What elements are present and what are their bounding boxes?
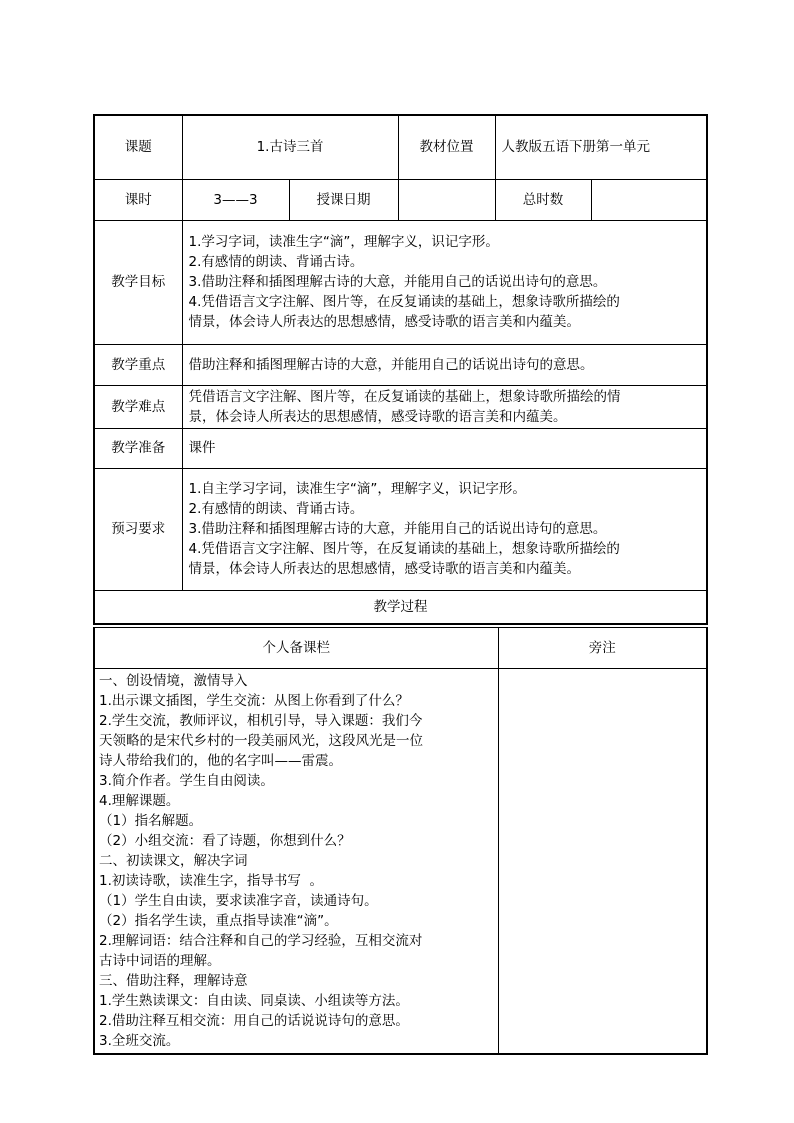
difficulty-label: 教学难点 (94, 385, 182, 428)
difficulty-line: 凭借语言文字注解、图片等，在反复诵读的基础上，想象诗歌所描绘的情 (188, 388, 621, 405)
total-label: 总时数 (495, 179, 591, 220)
goals-line: 3.借助注释和插图理解古诗的大意，并能用自己的话说出诗句的意思。 (188, 274, 607, 290)
process-line: 三、借助注释，理解诗意 (99, 973, 248, 989)
process-line: 4.理解课题。 (99, 793, 180, 809)
goals-line: 1.学习字词，读准生字“滴”，理解字义，识记字形。 (188, 234, 499, 250)
period-label: 课时 (94, 179, 182, 220)
process-line: 3.简介作者。学生自由阅读。 (99, 773, 274, 789)
process-line: 2.借助注释互相交流：用自己的话说说诗句的意思。 (99, 1013, 409, 1029)
total-value (591, 179, 707, 220)
goals-line: 4.凭借语言文字注解、图片等，在反复诵读的基础上，想象诗歌所描绘的 (188, 294, 620, 310)
key-point-label: 教学重点 (94, 344, 182, 385)
preview-line: 2.有感情的朗读、背诵古诗。 (188, 501, 364, 517)
textbook-label: 教材位置 (398, 115, 495, 179)
goals-content (182, 220, 707, 344)
textbook-value: 人教版五语下册第一单元 (495, 115, 707, 179)
process-col-right-header: 旁注 (498, 628, 707, 669)
process-line: 古诗中词语的理解。 (99, 953, 221, 969)
process-line: 2.学生交流，教师评议，相机引导，导入课题：我们今 (99, 713, 423, 729)
preview-content (182, 468, 707, 590)
date-label: 授课日期 (289, 179, 398, 220)
process-line: （1）学生自由读，要求读准字音，读通诗句。 (99, 893, 378, 909)
preview-line: 1.自主学习字词，读准生字“滴”，理解字义，识记字形。 (188, 481, 526, 497)
process-line: 一、创设情境，激情导入 (99, 673, 248, 689)
process-line: 天领略的是宋代乡村的一段美丽风光，这段风光是一位 (99, 733, 423, 749)
period-value: 3——3 (182, 179, 289, 220)
side-notes-cell (498, 669, 707, 1055)
lesson-plan-table (93, 114, 708, 625)
process-line: 诗人带给我们的，他的名字叫——雷震。 (99, 753, 342, 769)
process-col-left-header: 个人备课栏 (94, 628, 498, 669)
key-point-text: 借助注释和插图理解古诗的大意，并能用自己的话说出诗句的意思。 (182, 344, 707, 385)
process-line: 1.学生熟读课文：自由读、同桌读、小组读等方法。 (99, 993, 409, 1009)
topic-value: 1.古诗三首 (182, 115, 398, 179)
process-line: （1）指名解题。 (99, 813, 203, 829)
process-line: 3.全班交流。 (99, 1033, 180, 1049)
process-line: 1.初读诗歌，读准生字，指导书写 。 (99, 873, 323, 889)
process-line: 二、初读课文，解决字词 (99, 853, 248, 869)
difficulty-content (182, 385, 707, 428)
process-title: 教学过程 (94, 590, 707, 624)
process-line: （2）小组交流：看了诗题，你想到什么？ (99, 833, 351, 849)
difficulty-line: 景，体会诗人所表达的思想感情，感受诗歌的语言美和内蕴美。 (188, 408, 567, 425)
process-table (93, 627, 708, 1055)
preview-line: 3.借助注释和插图理解古诗的大意，并能用自己的话说出诗句的意思。 (188, 521, 607, 537)
preview-label: 预习要求 (94, 468, 182, 590)
goals-line: 情景，体会诗人所表达的思想感情，感受诗歌的语言美和内蕴美。 (188, 314, 580, 330)
preview-line: 情景，体会诗人所表达的思想感情，感受诗歌的语言美和内蕴美。 (188, 561, 580, 577)
preview-line: 4.凭借语言文字注解、图片等，在反复诵读的基础上，想象诗歌所描绘的 (188, 541, 620, 557)
goals-line: 2.有感情的朗读、背诵古诗。 (188, 254, 364, 270)
preparation-label: 教学准备 (94, 428, 182, 468)
date-value (398, 179, 495, 220)
process-line: 1.出示课文插图，学生交流：从图上你看到了什么？ (99, 693, 409, 709)
process-line: 2.理解词语：结合注释和自己的学习经验，互相交流对 (99, 933, 423, 949)
topic-label: 课题 (94, 115, 182, 179)
process-line: （2）指名学生读，重点指导读准“滴”。 (99, 913, 338, 929)
goals-label: 教学目标 (94, 220, 182, 344)
preparation-text: 课件 (182, 428, 707, 468)
process-body (94, 669, 498, 1055)
